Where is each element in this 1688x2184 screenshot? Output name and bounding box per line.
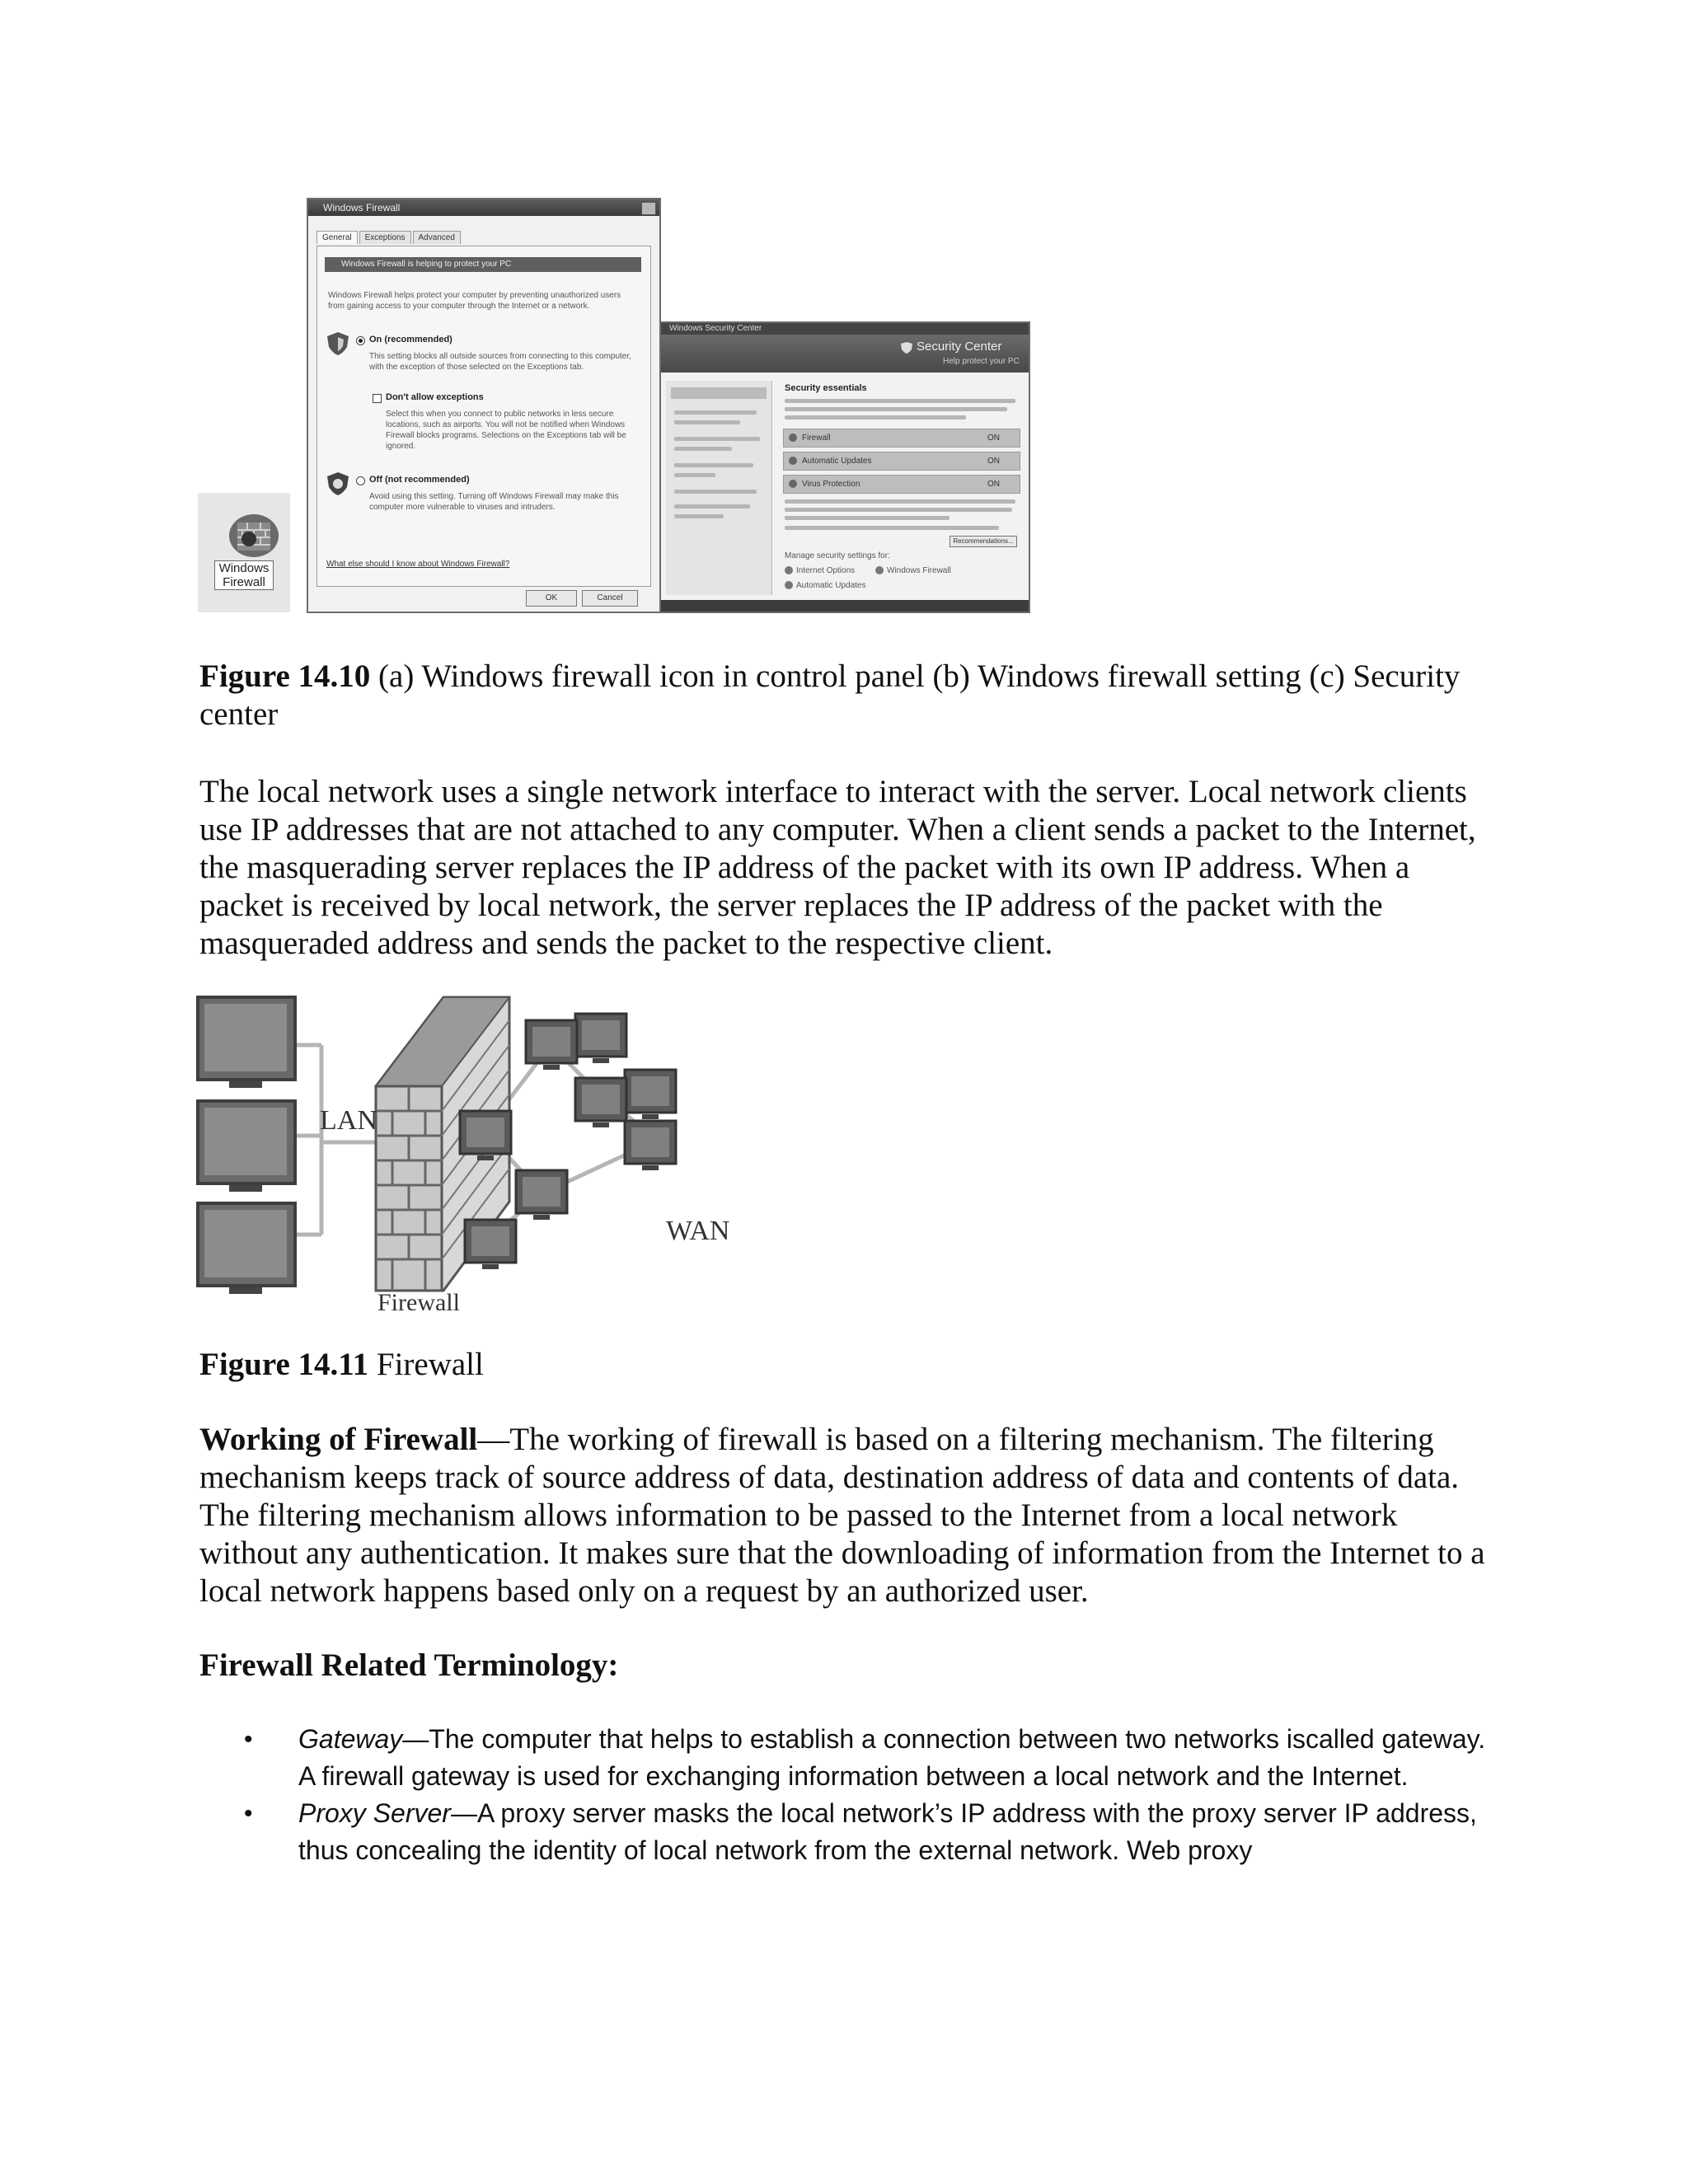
list-item bbox=[244, 1721, 1489, 1795]
brick-wall-icon bbox=[198, 503, 290, 569]
sc-left-pane bbox=[666, 381, 772, 595]
caption-label: Figure 14.10 bbox=[199, 658, 371, 694]
sc-row-automatic-updates[interactable] bbox=[783, 452, 1020, 471]
tab-advanced[interactable]: Advanced bbox=[413, 231, 461, 244]
dont-allow-label: Don't allow exceptions bbox=[386, 392, 484, 402]
sc-section-title: Security essentials bbox=[785, 383, 867, 393]
updates-status-icon bbox=[789, 457, 797, 465]
security-center-window bbox=[659, 321, 1030, 613]
dont-allow-checkbox[interactable] bbox=[373, 394, 382, 403]
lan-monitor bbox=[198, 1101, 295, 1192]
tab-exceptions[interactable]: Exceptions bbox=[359, 231, 411, 244]
manage-label: Manage security settings for: bbox=[785, 551, 890, 560]
wan-monitor bbox=[575, 1078, 626, 1127]
working-of-firewall-paragraph bbox=[199, 1421, 1485, 1610]
manage-item-label: Automatic Updates bbox=[796, 581, 866, 590]
lan-label: LAN bbox=[320, 1105, 377, 1136]
recommendations-button[interactable]: Recommendations... bbox=[950, 536, 1017, 547]
working-label: Working of Firewall bbox=[199, 1422, 478, 1457]
ok-button[interactable]: OK bbox=[526, 590, 577, 607]
window-title: Windows Firewall bbox=[308, 199, 659, 216]
term-proxy-server: Proxy Server bbox=[298, 1798, 451, 1828]
off-option-label: Off (not recommended) bbox=[369, 475, 470, 485]
lan-monitors bbox=[198, 997, 295, 1294]
on-option-label: On (recommended) bbox=[369, 335, 452, 344]
wan-monitor bbox=[460, 1111, 511, 1160]
bullet-icon: • bbox=[244, 1800, 253, 1827]
manage-item-label: Windows Firewall bbox=[887, 566, 951, 575]
term-gateway: Gateway bbox=[298, 1724, 403, 1754]
globe-icon bbox=[785, 566, 793, 574]
manage-item-label: Internet Options bbox=[796, 566, 856, 575]
term-definition: —The computer that helps to establish a connection between two networks iscalled gateway. A firewall gateway is used for exchanging information between a local network and the Internet. bbox=[298, 1724, 1486, 1791]
bullet-icon: • bbox=[244, 1726, 253, 1753]
manage-automatic-updates[interactable] bbox=[785, 580, 866, 591]
off-description: Avoid using this setting. Turning off Windows Firewall may make this computer more vulnerable to viruses and intruders. bbox=[369, 492, 619, 512]
wan-label: WAN bbox=[666, 1216, 730, 1246]
sc-row-virus-protection[interactable] bbox=[783, 475, 1020, 494]
lan-monitor bbox=[198, 1203, 295, 1294]
sc-row-name: Firewall bbox=[802, 434, 831, 443]
working-text: —The working of firewall is based on a filtering mechanism. The filtering mechanism keeps track of source address of data, destination address of data and contents of data. The filtering mechanism allows information to be passed to the Internet from a local network without any authentication. It makes sure that the downloading of information from the Internet to a local network happens based only on a request by an authorized user. bbox=[199, 1422, 1485, 1609]
sc-row-status: ON bbox=[987, 457, 1000, 466]
sc-row-name: Automatic Updates bbox=[802, 457, 872, 466]
shield-icon bbox=[326, 331, 349, 356]
sc-window-title: Windows Security Center bbox=[661, 323, 1029, 335]
firewall-control-panel-icon[interactable] bbox=[198, 493, 290, 612]
close-icon[interactable] bbox=[641, 202, 656, 215]
dont-allow-description: Select this when you connect to public networks in less secure locations, such as airports. You will not be notified when Windows Firewall blocks programs. Selections on the Exceptions tab will be ignored. bbox=[386, 410, 626, 451]
list-item bbox=[244, 1795, 1489, 1869]
terminology-heading: Firewall Related Terminology: bbox=[199, 1647, 619, 1683]
firewall-help-link[interactable]: What else should I know about Windows Firewall? bbox=[326, 560, 510, 569]
windows-firewall-window bbox=[307, 198, 661, 613]
wan-monitor bbox=[526, 1020, 577, 1070]
firewall-intro: Windows Firewall helps protect your computer by preventing unauthorized users from gaining access to your computer through the Internet or a network. bbox=[328, 291, 621, 311]
wan-monitor bbox=[465, 1220, 516, 1269]
firewall-diagram bbox=[196, 996, 773, 1310]
security-shield-icon bbox=[900, 341, 913, 354]
off-radio[interactable] bbox=[356, 476, 365, 485]
sc-row-status: ON bbox=[987, 434, 1000, 443]
caption-label: Figure 14.11 bbox=[199, 1347, 369, 1382]
manage-windows-firewall[interactable] bbox=[875, 565, 951, 576]
firewall-label: Firewall bbox=[377, 1289, 460, 1310]
wan-monitor bbox=[575, 1014, 626, 1063]
wan-monitor bbox=[625, 1121, 676, 1170]
wan-monitor bbox=[516, 1170, 567, 1220]
caption-text: (a) Windows firewall icon in control panel (b) Windows firewall setting (c) Security center bbox=[199, 658, 1461, 732]
term-definition: —A proxy server masks the local network’s IP address with the proxy server IP address, thus concealing the identity of local network from the external network. Web proxy bbox=[298, 1798, 1477, 1865]
update-icon bbox=[785, 581, 793, 589]
on-radio[interactable] bbox=[356, 336, 365, 345]
figure-14-11-caption bbox=[199, 1346, 1485, 1384]
masquerading-paragraph: The local network uses a single network interface to interact with the server. Local network clients use IP addresses that are not attached to any computer. When a client sends a packet to the Internet, the masquerading server replaces the IP address of the packet with its own IP address. When a packet is received by local network, the server replaces the IP address of the packet with the masqueraded address and sends the packet to the respective client. bbox=[199, 774, 1476, 961]
icon-label: Windows Firewall bbox=[214, 560, 274, 590]
wan-monitor bbox=[625, 1070, 676, 1119]
sc-row-firewall[interactable] bbox=[783, 429, 1020, 448]
sc-header: Security Center bbox=[917, 340, 1002, 354]
warning-shield-icon bbox=[326, 471, 349, 496]
sc-row-status: ON bbox=[987, 480, 1000, 489]
sc-subheader: Help protect your PC bbox=[943, 357, 1020, 366]
manage-internet-options[interactable] bbox=[785, 565, 855, 576]
on-description: This setting blocks all outside sources from connecting to this computer, with the exception of those selected on the Exceptions tab. bbox=[369, 352, 631, 372]
cancel-button[interactable]: Cancel bbox=[582, 590, 638, 607]
virus-status-icon bbox=[789, 480, 797, 488]
caption-text: Firewall bbox=[368, 1347, 484, 1382]
firewall-status-icon bbox=[789, 434, 797, 442]
sc-row-name: Virus Protection bbox=[802, 480, 860, 489]
terminology-list bbox=[244, 1721, 1489, 1869]
figure-14-10-caption bbox=[199, 658, 1485, 733]
firewall-banner: Windows Firewall is helping to protect your PC bbox=[325, 257, 641, 272]
tab-general[interactable]: General bbox=[316, 231, 358, 244]
lan-monitor bbox=[198, 997, 295, 1088]
firewall-icon bbox=[875, 566, 884, 574]
